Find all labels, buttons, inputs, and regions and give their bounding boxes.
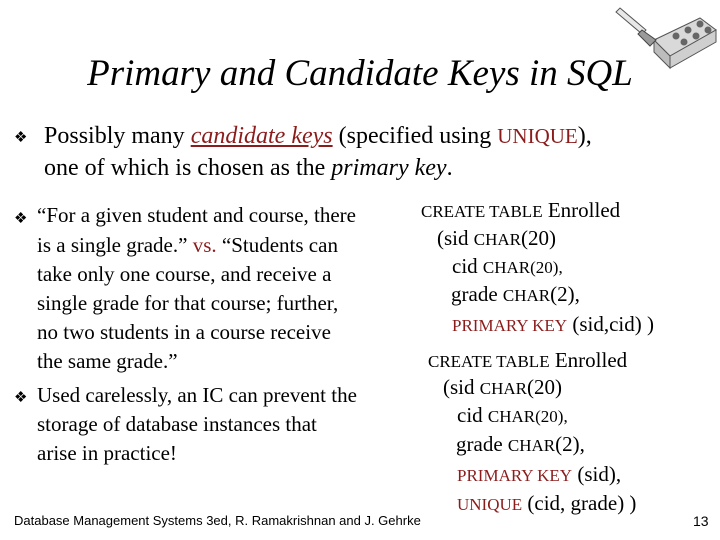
code-keyword: CREATE TABLE (428, 352, 550, 371)
code-text: (20) (520, 226, 556, 250)
bullet-2-line-2 (37, 231, 338, 260)
code-keyword: PRIMARY KEY (452, 316, 568, 335)
footer-citation: Database Management Systems 3ed, R. Ramakrishnan and J. Gehrke (14, 513, 421, 528)
text-segment: one of which is chosen as the (44, 155, 332, 181)
code-line (452, 254, 563, 279)
code-keyword: CHAR(20), (482, 258, 563, 277)
bullet-2-line-6: the same grade.” (37, 349, 178, 373)
code-text: (sid (437, 226, 474, 250)
code-keyword: CREATE TABLE (421, 202, 543, 221)
code-keyword: CHAR (507, 436, 556, 455)
text-segment: “Students can (216, 233, 338, 257)
text-segment: . (446, 155, 453, 181)
code-keyword: UNIQUE (457, 495, 523, 514)
slide-title: Primary and Candidate Keys in SQL (87, 53, 633, 94)
code-text: (2), (550, 282, 580, 306)
code-line (457, 462, 621, 487)
code-text: cid (452, 254, 483, 278)
vs-keyword: vs. (192, 233, 217, 257)
bullet-3-line-3: arise in practice! (37, 441, 177, 465)
code-line (451, 282, 580, 307)
code-text: grade (456, 432, 508, 456)
bullet-2-line-1: “For a given student and course, there (37, 203, 356, 227)
code-keyword: CHAR (502, 286, 551, 305)
bullet-2-line-4: single grade for that course; further, (37, 291, 339, 315)
code-line (457, 403, 568, 428)
text-segment: (specified using (332, 123, 498, 149)
bullet-icon: ❖ (14, 390, 28, 406)
code-text: (sid), (572, 462, 622, 486)
primary-key-term: primary key (331, 155, 447, 181)
code-line (457, 491, 636, 516)
code-line (437, 226, 556, 251)
bullet-1-line-2 (44, 154, 453, 183)
code-text: (sid,cid) ) (567, 312, 654, 336)
code-keyword: CHAR (473, 230, 521, 249)
code-text: cid (457, 403, 488, 427)
code-text: (2), (555, 432, 585, 456)
page-number: 13 (693, 513, 709, 529)
bullet-2-line-5: no two students in a course receive (37, 320, 331, 344)
bullet-2-line-3: take only one course, and receive a (37, 262, 332, 286)
bullet-1-line-1 (44, 122, 592, 151)
code-text: Enrolled (542, 198, 621, 222)
code-text: grade (451, 282, 503, 306)
code-text: Enrolled (549, 348, 628, 372)
bullet-icon: ❖ (14, 211, 28, 227)
code-line (452, 312, 654, 337)
code-keyword: CHAR(20), (487, 407, 568, 426)
code-keyword: PRIMARY KEY (457, 466, 573, 485)
text-segment: Possibly many (44, 123, 191, 149)
bullet-3-line-1: Used carelessly, an IC can prevent the (37, 383, 357, 407)
unique-keyword: UNIQUE (497, 124, 578, 148)
code-text: (20) (526, 375, 562, 399)
code-line (443, 375, 562, 400)
candidate-keys-term: candidate keys (190, 123, 333, 149)
text-segment: is a single grade.” (37, 233, 193, 257)
bullet-3-line-2: storage of database instances that (37, 412, 317, 436)
code-line (456, 432, 585, 457)
text-segment: ), (577, 123, 592, 149)
bullet-icon: ❖ (14, 130, 28, 146)
code-line (428, 348, 627, 373)
code-keyword: CHAR (479, 379, 527, 398)
code-text: (sid (443, 375, 480, 399)
code-text: (cid, grade) ) (522, 491, 637, 515)
code-line (421, 198, 620, 223)
